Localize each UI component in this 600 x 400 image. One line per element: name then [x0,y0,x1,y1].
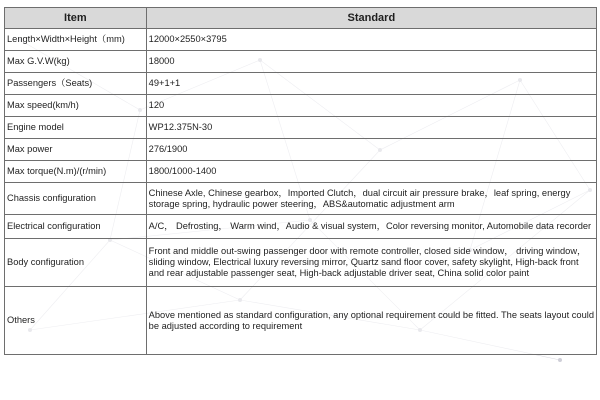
row-value-others: Above mentioned as standard configuration, any optional requirement could be fitted. The seats layout could be adjusted according to requirement [146,287,596,355]
table-row [5,95,597,117]
row-value-body: Front and middle out-swing passenger door with remote controller, closed side window， driving window， sliding window, Electrical luxury reversing mirror, Quartz sand floor cover, safety skylight, High-back front and rear adjustable passenger seat, High-back adjustable driver seat, China solid color paint [146,239,596,287]
row-item-max-speed: Max speed(km/h) [5,95,147,117]
row-item-gvw: Max G.V.W(kg) [5,51,147,73]
row-item-passengers: Passengers（Seats) [5,73,147,95]
row-value-passengers: 49+1+1 [146,73,596,95]
row-item-max-power: Max power [5,139,147,161]
header-item: Item [5,8,147,29]
row-item-others: Others [5,287,147,355]
row-value-chassis: Chinese Axle, Chinese gearbox，Imported Clutch，dual circuit air pressure brake，leaf spring, energy storage spring, hydraulic power steering，ABS&automatic adjustment arm [146,183,596,215]
row-value-dimensions: 12000×2550×3795 [146,29,596,51]
row-item-engine-model: Engine model [5,117,147,139]
row-item-chassis: Chassis configuration [5,183,147,215]
row-item-body: Body configuration [5,239,147,287]
row-value-max-torque: 1800/1000-1400 [146,161,596,183]
row-value-gvw: 18000 [146,51,596,73]
row-value-engine-model: WP12.375N-30 [146,117,596,139]
table-row [5,239,597,287]
table-row [5,161,597,183]
table-row [5,29,597,51]
row-value-max-speed: 120 [146,95,596,117]
spec-table [4,7,597,355]
table-row [5,51,597,73]
row-value-electrical: A/C， Defrosting， Warm wind，Audio & visual system，Color reversing monitor, Automobile data recorder [146,215,596,239]
table-row [5,73,597,95]
table-row [5,117,597,139]
row-item-max-torque: Max torque(N.m)/(r/min) [5,161,147,183]
header-standard: Standard [146,8,596,29]
table-row [5,139,597,161]
table-header-row [5,8,597,29]
row-value-max-power: 276/1900 [146,139,596,161]
row-item-dimensions: Length×Width×Height（mm) [5,29,147,51]
table-row [5,183,597,215]
table-row [5,215,597,239]
table-row [5,287,597,355]
row-item-electrical: Electrical configuration [5,215,147,239]
